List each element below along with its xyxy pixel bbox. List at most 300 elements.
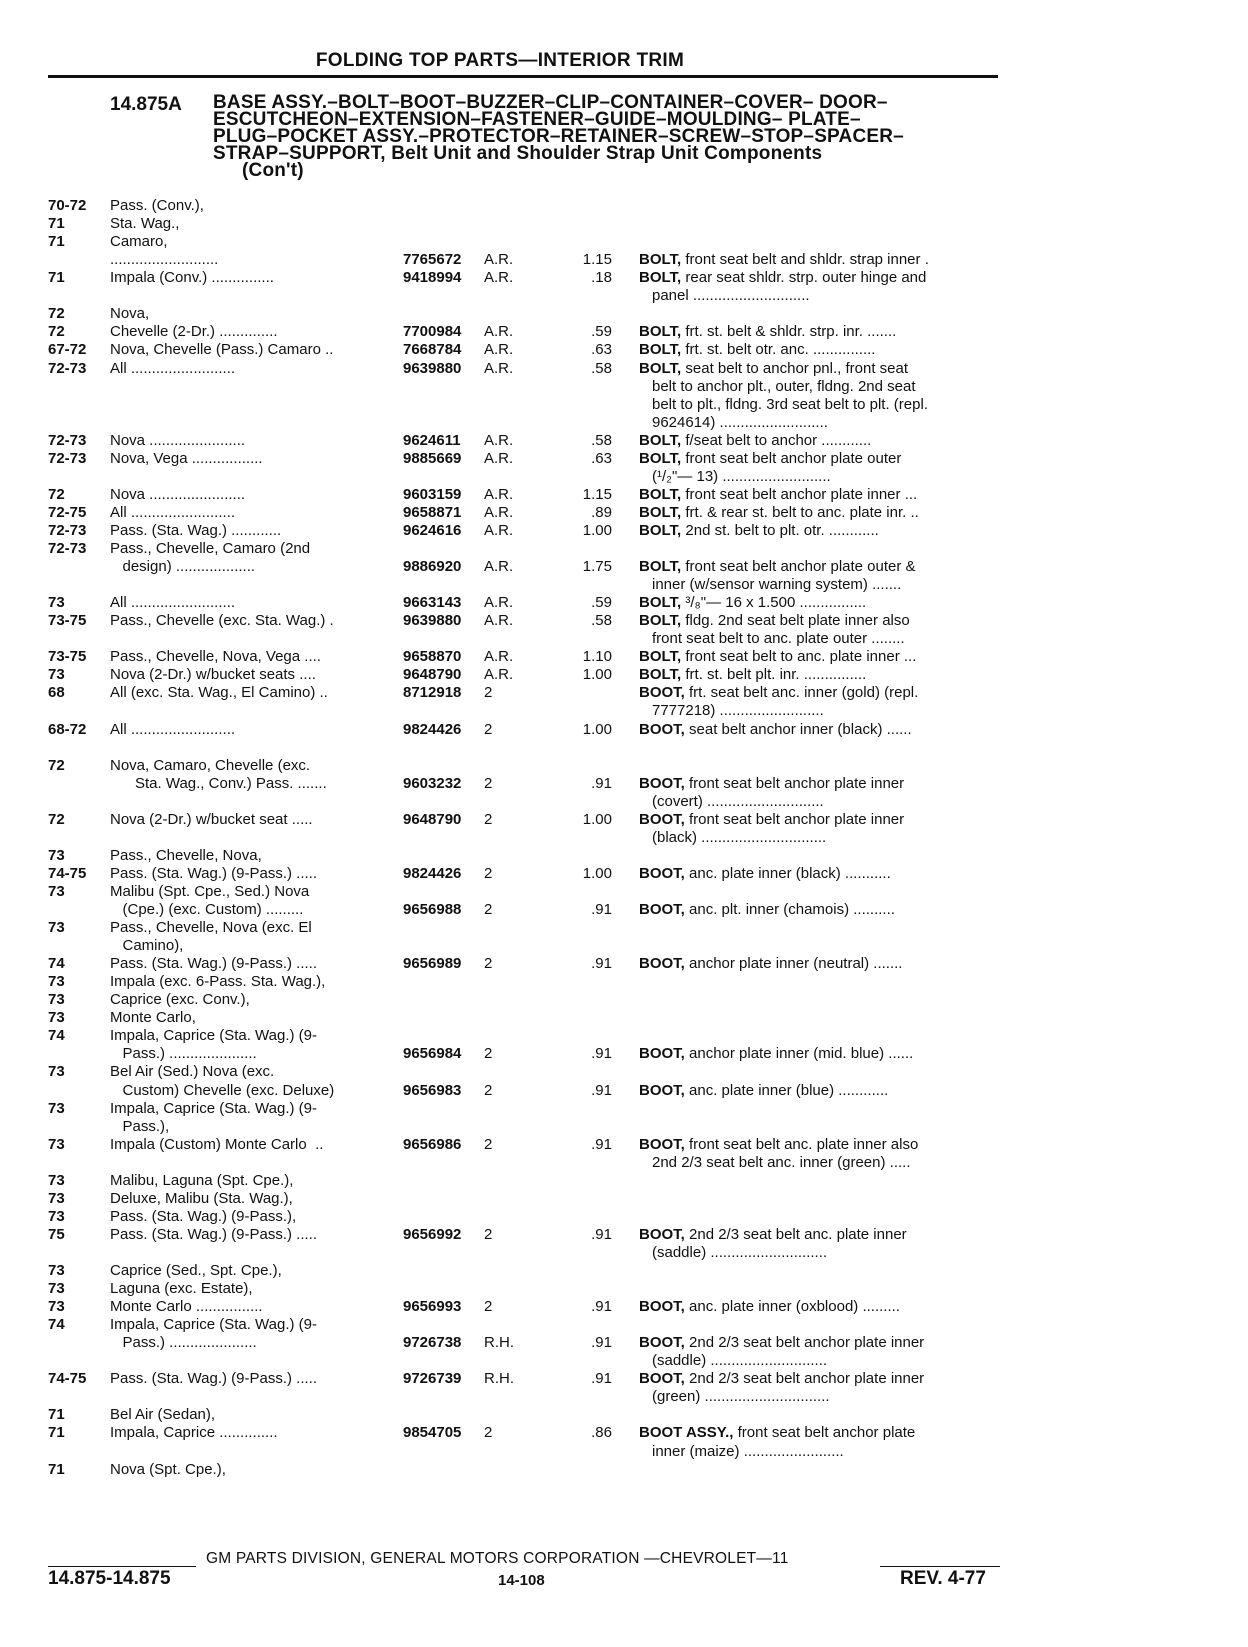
part-name: BOLT,: [639, 323, 682, 341]
part-description: (green) ..............................: [652, 1388, 830, 1406]
description-cell: [639, 486, 1001, 504]
part-number-cell: 9648790: [403, 810, 462, 828]
part-number-cell: 9624611: [403, 431, 461, 449]
part-number-cell: 7765672: [403, 251, 462, 269]
quantity-cell: 2: [484, 720, 493, 738]
table-row: [0, 1045, 1248, 1064]
model-cell: All .........................: [110, 503, 236, 521]
price-cell: 1.00: [582, 864, 612, 882]
part-number-cell: 9418994: [403, 269, 462, 287]
part-description: fldg. 2nd seat belt plate inner also: [681, 612, 910, 630]
table-row: [0, 901, 1248, 920]
part-number-cell: 9658871: [403, 503, 462, 521]
model-cell: Pass., Chevelle, Nova,: [110, 846, 262, 864]
year-cell: 70-72: [48, 197, 87, 214]
price-cell: .58: [591, 612, 612, 630]
price-cell: 1.10: [582, 648, 612, 666]
section-title-line: BASE ASSY.–BOLT–BOOT–BUZZER–CLIP–CONTAINER–COVER– DOOR–: [213, 92, 888, 113]
year-cell: 72-75: [48, 503, 87, 521]
model-cell: Impala (Conv.) ...............: [110, 269, 274, 287]
year-cell: 74: [48, 1316, 65, 1334]
quantity-cell: 2: [484, 901, 493, 918]
table-row: [0, 522, 1248, 541]
quantity-cell: A.R.: [484, 612, 514, 630]
year-cell: 73: [48, 1280, 65, 1297]
part-number-cell: 9656989: [403, 955, 462, 973]
model-cell: Pass. (Sta. Wag.) (9-Pass.) .....: [110, 864, 317, 882]
description-cell: [652, 1443, 1014, 1461]
model-cell: Chevelle (2-Dr.) ..............: [110, 323, 278, 341]
description-cell: [639, 558, 1001, 576]
part-description: front seat belt to anc. plate outer ........: [652, 630, 905, 648]
part-description: front seat belt anchor plate: [733, 1424, 916, 1442]
year-cell: 71: [48, 1406, 65, 1424]
table-row: [0, 305, 1248, 324]
part-name: BOOT,: [639, 720, 685, 738]
part-number-cell: 9656992: [403, 1225, 462, 1243]
model-cell: Pass.) .....................: [110, 1045, 257, 1063]
table-row: [0, 1316, 1248, 1335]
table-row: [0, 215, 1248, 234]
price-cell: .91: [591, 1225, 612, 1243]
table-row: [0, 1352, 1248, 1371]
price-cell: .86: [591, 1424, 612, 1442]
table-row: [0, 955, 1248, 974]
year-cell: 71: [48, 269, 65, 287]
footer-range: 14.875-14.875: [48, 1568, 171, 1589]
table-row: [0, 865, 1248, 884]
model-cell: Impala, Caprice (Sta. Wag.) (9-: [110, 1027, 318, 1045]
description-cell: [639, 594, 1001, 612]
model-cell: Impala, Caprice ..............: [110, 1424, 278, 1442]
price-cell: 1.15: [582, 251, 612, 269]
part-description: frt. st. belt & shldr. strp. inr. .......: [681, 323, 897, 341]
part-number-cell: 9639880: [403, 359, 462, 377]
section-title-line: (Con't): [242, 160, 304, 181]
part-description: 2nd st. belt to plt. otr. ............: [681, 521, 879, 539]
description-cell: [639, 360, 1001, 378]
model-cell: Pass., Chevelle, Nova, Vega ....: [110, 648, 321, 666]
model-cell: Sta. Wag., Conv.) Pass. .......: [110, 774, 327, 792]
model-cell: Nova, Camaro, Chevelle (exc.: [110, 756, 311, 774]
table-row: [0, 540, 1248, 559]
table-row: [0, 233, 1248, 252]
year-cell: 74-75: [48, 1370, 87, 1388]
table-row: [0, 1334, 1248, 1353]
table-row: [0, 1082, 1248, 1101]
model-cell: Monte Carlo,: [110, 1009, 196, 1027]
part-number-cell: 9603159: [403, 485, 462, 503]
price-cell: 1.00: [582, 720, 612, 738]
table-row: [0, 504, 1248, 523]
model-cell: design) ...................: [110, 558, 256, 575]
description-cell: [639, 269, 1001, 287]
description-cell: [652, 468, 1014, 486]
part-name: BOLT,: [639, 648, 682, 666]
part-description: frt. & rear st. belt to anc. plate inr. ..: [681, 503, 919, 521]
description-cell: [652, 829, 1014, 847]
part-description: f/seat belt to anchor ............: [681, 431, 872, 449]
part-name: BOLT,: [639, 431, 682, 449]
year-cell: 75: [48, 1225, 65, 1243]
table-row: [0, 937, 1248, 956]
table-row: [0, 450, 1248, 469]
part-description: front seat belt to anc. plate inner ...: [681, 648, 917, 666]
part-number-cell: 8712918: [403, 684, 462, 702]
price-cell: 1.75: [582, 558, 612, 575]
year-cell: 74-75: [48, 864, 87, 882]
section-title-line: ESCUTCHEON–EXTENSION–FASTENER–GUIDE–MOULDING– PLATE–: [213, 109, 861, 130]
part-name: BOOT,: [639, 1334, 685, 1352]
price-cell: .63: [591, 449, 612, 467]
model-cell: Impala, Caprice (Sta. Wag.) (9-: [110, 1099, 318, 1117]
model-cell: Malibu, Laguna (Spt. Cpe.),: [110, 1171, 294, 1189]
part-description: (saddle) ............................: [652, 1352, 828, 1370]
table-row: [0, 1262, 1248, 1281]
table-row: [0, 1027, 1248, 1046]
table-row: [0, 341, 1248, 360]
year-cell: 74: [48, 1027, 65, 1045]
page-title: FOLDING TOP PARTS—INTERIOR TRIM: [315, 50, 685, 71]
part-name: BOLT,: [639, 449, 682, 467]
price-cell: 1.00: [582, 521, 612, 539]
part-description: anc. plate inner (black) ...........: [684, 864, 891, 882]
table-row: [0, 269, 1248, 288]
table-row: [0, 1226, 1248, 1245]
price-cell: .91: [591, 1135, 612, 1153]
year-cell: 68: [48, 684, 65, 702]
quantity-cell: A.R.: [484, 449, 514, 467]
part-name: BOLT,: [639, 341, 682, 359]
section-title: [213, 94, 904, 179]
description-cell: [639, 775, 1001, 793]
part-name: BOLT,: [639, 594, 682, 612]
part-description: 9624614) ..........................: [652, 413, 828, 431]
footer-revision: REV. 4-77: [900, 1568, 986, 1589]
year-cell: 73: [48, 1262, 65, 1279]
model-cell: Pass. (Sta. Wag.) (9-Pass.),: [110, 1207, 297, 1225]
description-cell: [639, 955, 1001, 973]
table-row: [0, 1009, 1248, 1028]
price-cell: .91: [591, 774, 612, 792]
price-cell: .59: [591, 594, 612, 612]
part-name: BOLT,: [639, 485, 682, 503]
table-row: [0, 1118, 1248, 1137]
price-cell: .91: [591, 1370, 612, 1388]
part-description: anc. plate inner (blue) ............: [684, 1081, 889, 1099]
part-name: BOLT,: [639, 666, 682, 684]
description-cell: [639, 432, 1001, 450]
table-row: [0, 432, 1248, 451]
year-cell: 73: [48, 1009, 65, 1027]
model-cell: Pass. (Sta. Wag.) (9-Pass.) .....: [110, 955, 317, 973]
price-cell: .91: [591, 955, 612, 973]
year-cell: 73: [48, 1189, 65, 1207]
part-description: (saddle) ............................: [652, 1243, 828, 1261]
description-cell: [652, 630, 1014, 648]
part-description: (¹/₂"— 13) ..........................: [652, 467, 831, 485]
description-cell: [652, 1244, 1014, 1262]
model-cell: Sta. Wag.,: [110, 215, 180, 233]
model-cell: Deluxe, Malibu (Sta. Wag.),: [110, 1189, 293, 1207]
year-cell: 72-73: [48, 449, 87, 467]
section-title-line: PLUG–POCKET ASSY.–PROTECTOR–RETAINER–SCREW–STOP–SPACER–: [213, 126, 904, 147]
part-description: anchor plate inner (neutral) .......: [684, 955, 903, 973]
description-cell: [639, 1136, 1001, 1154]
year-cell: 73: [48, 1135, 65, 1153]
footer-rule-left: [48, 1566, 196, 1567]
part-name: BOOT ASSY.,: [639, 1424, 734, 1442]
table-row: [0, 323, 1248, 342]
description-cell: [639, 1082, 1001, 1100]
price-cell: .91: [591, 901, 612, 918]
description-cell: [639, 648, 1001, 666]
description-cell: [652, 414, 1014, 432]
year-cell: 73: [48, 1063, 65, 1081]
price-cell: 1.15: [582, 485, 612, 503]
year-cell: 72: [48, 323, 65, 341]
year-cell: 72: [48, 756, 65, 774]
table-row: [0, 739, 1248, 758]
year-cell: 72: [48, 305, 65, 323]
footer-rule-right: [880, 1566, 1000, 1567]
price-cell: .58: [591, 431, 612, 449]
part-number-cell: 7700984: [403, 323, 462, 341]
description-cell: [639, 811, 1001, 829]
description-cell: [639, 666, 1001, 684]
part-name: BOOT,: [639, 1135, 685, 1153]
table-row: [0, 396, 1248, 415]
quantity-cell: 2: [484, 1298, 493, 1315]
table-row: [0, 594, 1248, 613]
description-cell: [639, 721, 1001, 739]
table-row: [0, 630, 1248, 649]
description-cell: [639, 504, 1001, 522]
part-description: seat belt to anchor pnl., front seat: [681, 359, 909, 377]
year-cell: 68-72: [48, 720, 87, 738]
part-name: BOLT,: [639, 612, 682, 630]
section-number: 14.875A: [110, 94, 182, 115]
part-description: panel ............................: [652, 287, 810, 305]
title-rule: [48, 75, 998, 78]
table-row: [0, 775, 1248, 794]
price-cell: .91: [591, 1081, 612, 1099]
part-name: BOLT,: [639, 359, 682, 377]
part-description: belt to plt., fldng. 3rd seat belt to plt. (repl.: [652, 395, 928, 413]
part-description: front seat belt anchor plate outer &: [681, 558, 916, 575]
model-cell: (Cpe.) (exc. Custom) .........: [110, 901, 304, 918]
price-cell: .91: [591, 1298, 612, 1315]
part-number-cell: 9663143: [403, 594, 462, 612]
part-description: inner (w/sensor warning system) .......: [652, 576, 902, 593]
model-cell: Camaro,: [110, 233, 168, 251]
model-cell: Monte Carlo ................: [110, 1298, 263, 1315]
quantity-cell: 2: [484, 1081, 493, 1099]
description-cell: [652, 702, 1014, 720]
table-row: [0, 612, 1248, 631]
table-row: [0, 793, 1248, 812]
description-cell: [652, 1388, 1014, 1406]
model-cell: Pass.) .....................: [110, 1334, 257, 1352]
section-title-line: STRAP–SUPPORT, Belt Unit and Shoulder Strap Unit Components: [213, 143, 823, 164]
model-cell: Nova, Vega .................: [110, 449, 263, 467]
description-cell: [639, 1298, 1001, 1316]
table-row: [0, 468, 1248, 487]
part-description: belt to anchor plt., outer, fldng. 2nd seat: [652, 377, 916, 395]
description-cell: [639, 1226, 1001, 1244]
quantity-cell: A.R.: [484, 521, 514, 539]
description-cell: [652, 396, 1014, 414]
table-row: [0, 811, 1248, 830]
description-cell: [639, 251, 1001, 269]
quantity-cell: A.R.: [484, 269, 514, 287]
footer-division: GM PARTS DIVISION, GENERAL MOTORS CORPORATION —CHEVROLET—11: [206, 1550, 789, 1567]
part-name: BOOT,: [639, 810, 685, 828]
model-cell: ..........................: [110, 251, 219, 269]
part-description: front seat belt anchor plate inner: [684, 774, 905, 792]
quantity-cell: 2: [484, 1424, 493, 1442]
part-description: 7777218) .........................: [652, 702, 824, 720]
description-cell: [639, 341, 1001, 359]
quantity-cell: 2: [484, 1225, 493, 1243]
year-cell: 73: [48, 1298, 65, 1315]
description-cell: [639, 1424, 1001, 1442]
part-description: ³/₈"— 16 x 1.500 ................: [681, 594, 867, 612]
part-number-cell: 9656988: [403, 901, 462, 918]
part-number-cell: 9624616: [403, 521, 462, 539]
quantity-cell: A.R.: [484, 558, 514, 575]
description-cell: [639, 612, 1001, 630]
part-name: BOLT,: [639, 269, 682, 287]
part-name: BOOT,: [639, 1081, 685, 1099]
part-number-cell: 9824426: [403, 864, 462, 882]
quantity-cell: 2: [484, 684, 493, 702]
quantity-cell: A.R.: [484, 431, 514, 449]
price-cell: .91: [591, 1334, 612, 1352]
quantity-cell: A.R.: [484, 251, 514, 269]
description-cell: [639, 1045, 1001, 1063]
part-number-cell: 9726739: [403, 1370, 462, 1388]
part-name: BOOT,: [639, 1370, 685, 1388]
quantity-cell: A.R.: [484, 594, 514, 612]
year-cell: 73: [48, 973, 65, 991]
table-row: [0, 1280, 1248, 1299]
table-row: [0, 847, 1248, 866]
part-description: anc. plate inner (oxblood) .........: [684, 1298, 900, 1315]
model-cell: All (exc. Sta. Wag., El Camino) ..: [110, 684, 328, 702]
year-cell: 73: [48, 1171, 65, 1189]
model-cell: Pass., Chevelle, Camaro (2nd: [110, 540, 311, 557]
year-cell: 71: [48, 1424, 65, 1442]
price-cell: 1.00: [582, 666, 612, 684]
model-cell: Pass. (Sta. Wag.) ............: [110, 521, 282, 539]
table-row: [0, 1136, 1248, 1155]
part-name: BOOT,: [639, 774, 685, 792]
quantity-cell: A.R.: [484, 485, 514, 503]
part-description: 2nd 2/3 seat belt anchor plate inner: [684, 1334, 925, 1352]
table-row: [0, 486, 1248, 505]
model-cell: All .........................: [110, 594, 236, 612]
model-cell: Nova (2-Dr.) w/bucket seat .....: [110, 810, 313, 828]
part-description: (black) ..............................: [652, 828, 827, 846]
year-cell: 71: [48, 233, 65, 251]
model-cell: Impala (exc. 6-Pass. Sta. Wag.),: [110, 973, 326, 991]
part-number-cell: 9639880: [403, 612, 462, 630]
table-row: [0, 1063, 1248, 1082]
quantity-cell: A.R.: [484, 359, 514, 377]
model-cell: Pass. (Sta. Wag.) (9-Pass.) .....: [110, 1225, 317, 1243]
part-number-cell: 9656993: [403, 1298, 462, 1315]
model-cell: Nova (2-Dr.) w/bucket seats ....: [110, 666, 316, 684]
quantity-cell: A.R.: [484, 648, 514, 666]
description-cell: [639, 901, 1001, 919]
model-cell: All .........................: [110, 720, 236, 738]
year-cell: 72: [48, 810, 65, 828]
part-name: BOLT,: [639, 521, 682, 539]
part-number-cell: 9854705: [403, 1424, 462, 1442]
year-cell: 71: [48, 1460, 65, 1478]
table-row: [0, 648, 1248, 667]
part-name: BOOT,: [639, 901, 685, 918]
description-cell: [639, 684, 1001, 702]
model-cell: Pass. (Conv.),: [110, 197, 204, 214]
part-description: anc. plt. inner (chamois) ..........: [684, 901, 895, 918]
model-cell: Nova .......................: [110, 431, 246, 449]
model-cell: Impala (Custom) Monte Carlo ..: [110, 1135, 324, 1153]
quantity-cell: 2: [484, 774, 493, 792]
table-row: [0, 414, 1248, 433]
description-cell: [652, 576, 1014, 594]
model-cell: Nova,: [110, 305, 150, 323]
table-row: [0, 1244, 1248, 1263]
description-cell: [639, 522, 1001, 540]
model-cell: Caprice (Sed., Spt. Cpe.),: [110, 1262, 282, 1279]
model-cell: Pass., Chevelle, Nova (exc. El: [110, 919, 312, 936]
model-cell: Malibu (Spt. Cpe., Sed.) Nova: [110, 882, 310, 900]
model-cell: Pass., Chevelle (exc. Sta. Wag.) .: [110, 612, 334, 630]
year-cell: 73: [48, 991, 65, 1009]
part-number-cell: 9656983: [403, 1081, 462, 1099]
part-name: BOOT,: [639, 1298, 685, 1315]
table-row: [0, 1443, 1248, 1462]
table-row: [0, 1388, 1248, 1407]
table-row: [0, 666, 1248, 685]
footer-page-number: 14-108: [498, 1572, 545, 1589]
part-name: BOOT,: [639, 1225, 685, 1243]
part-number-cell: 9603232: [403, 774, 462, 792]
part-description: 2nd 2/3 seat belt anchor plate inner: [684, 1370, 925, 1388]
table-row: [0, 721, 1248, 740]
description-cell: [639, 1334, 1001, 1352]
description-cell: [652, 287, 1014, 305]
table-row: [0, 829, 1248, 848]
price-cell: .18: [591, 269, 612, 287]
model-cell: Camino),: [110, 937, 184, 955]
table-row: [0, 287, 1248, 306]
table-row: [0, 1406, 1248, 1425]
quantity-cell: 2: [484, 810, 493, 828]
part-name: BOLT,: [639, 251, 682, 269]
price-cell: 1.00: [582, 810, 612, 828]
part-description: frt. st. belt otr. anc. ...............: [681, 341, 876, 359]
table-row: [0, 251, 1248, 270]
table-row: [0, 378, 1248, 397]
price-cell: .89: [591, 503, 612, 521]
part-number-cell: 9824426: [403, 720, 462, 738]
table-row: [0, 1100, 1248, 1119]
year-cell: 73-75: [48, 612, 87, 630]
part-description: front seat belt anchor plate outer: [681, 449, 902, 467]
